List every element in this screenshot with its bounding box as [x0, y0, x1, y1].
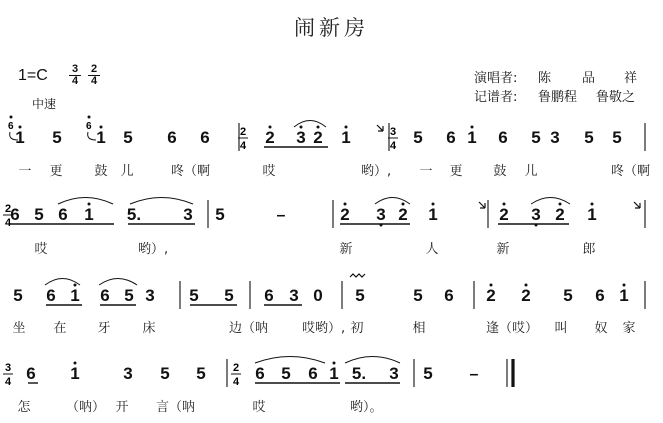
- note: 1: [84, 205, 94, 224]
- note: 3: [289, 286, 299, 305]
- note: 5: [13, 286, 23, 305]
- octave-dot-high: [623, 284, 626, 287]
- lyric: 床: [142, 321, 156, 336]
- grace-note: 6: [8, 121, 14, 132]
- lyric: 言（呐: [156, 400, 196, 415]
- time-signature-den: 4: [239, 140, 247, 152]
- note: 2: [521, 286, 531, 305]
- note: 5: [160, 364, 170, 383]
- note: 6: [46, 286, 56, 305]
- glide-arrow: [377, 125, 383, 131]
- lyric: 哎: [34, 242, 48, 257]
- note: 3: [389, 364, 399, 383]
- note: 5: [52, 128, 62, 147]
- note: 5: [215, 205, 225, 224]
- note: 3: [550, 128, 560, 147]
- note: 2: [398, 205, 408, 224]
- note: 6: [200, 128, 210, 147]
- credit-name: 祥: [624, 71, 638, 86]
- time-signature-den: 4: [4, 217, 12, 229]
- grace-note-slur: [88, 132, 96, 140]
- note: 1: [619, 286, 629, 305]
- note: 6: [10, 205, 20, 224]
- credit-role: 记谱者:: [474, 90, 518, 105]
- octave-dot-high: [300, 126, 303, 129]
- note: 5: [584, 128, 594, 147]
- note: 6: [444, 286, 454, 305]
- lyric: 牙: [97, 321, 111, 336]
- note: 3: [376, 205, 386, 224]
- note: 1: [70, 364, 80, 383]
- time-signature-den: 4: [4, 376, 12, 388]
- lyric: 叫: [554, 321, 568, 336]
- octave-dot-high: [471, 126, 474, 129]
- note: 2: [340, 205, 350, 224]
- lyric: 哟）,: [138, 242, 169, 257]
- lyric: 郎: [582, 242, 596, 257]
- credit-role: 演唱者:: [474, 71, 518, 86]
- note: 1: [70, 286, 80, 305]
- note: 6: [26, 364, 36, 383]
- lyric: 咚（啊: [171, 164, 211, 179]
- note: 1: [329, 364, 339, 383]
- time-signature-num: 2: [239, 126, 247, 138]
- note: 1: [467, 128, 477, 147]
- lyric: 相: [412, 321, 426, 336]
- lyric: 在: [53, 321, 67, 336]
- note: 6: [100, 286, 110, 305]
- octave-dot-high: [269, 126, 272, 129]
- note: 0: [313, 286, 323, 305]
- slur: [58, 198, 113, 205]
- note: 5: [189, 286, 199, 305]
- slur: [531, 198, 570, 205]
- octave-dot-high: [333, 362, 336, 365]
- octave-dot-high: [88, 203, 91, 206]
- octave-dot-high: [88, 116, 91, 119]
- lyric: 逢（哎）: [486, 321, 539, 336]
- slur: [294, 121, 326, 128]
- key-signature: 1=C: [18, 67, 48, 84]
- lyric: 鼓: [493, 164, 507, 179]
- note: 1: [96, 128, 106, 147]
- note: 3: [145, 286, 155, 305]
- note: 5: [355, 286, 365, 305]
- note: 5: [123, 128, 133, 147]
- lyric: 家: [622, 321, 636, 336]
- credit-name: 品: [582, 71, 596, 86]
- note: 6: [446, 128, 456, 147]
- sustain-dash: –: [276, 207, 286, 224]
- lyric: 一: [419, 164, 433, 179]
- note: 2: [555, 205, 565, 224]
- sustain-dash: –: [469, 366, 479, 383]
- lyric: 咚（啊: [611, 164, 651, 179]
- time-signature-den: 4: [389, 140, 397, 152]
- note: 6: [167, 128, 177, 147]
- note: 5.: [351, 364, 367, 383]
- glide-arrow: [634, 202, 640, 208]
- lyric: 哎: [252, 400, 266, 415]
- octave-dot-high: [432, 203, 435, 206]
- note: 5.: [126, 205, 142, 224]
- slur: [345, 357, 400, 364]
- lyric: 新: [339, 242, 353, 257]
- note: 5: [413, 286, 423, 305]
- note: 2: [486, 286, 496, 305]
- octave-dot-high: [591, 203, 594, 206]
- note: 3: [183, 205, 193, 224]
- tempo-marking: 中速: [32, 97, 57, 111]
- note: 1: [587, 205, 597, 224]
- note: 1: [15, 128, 25, 147]
- lyric: 更: [49, 164, 63, 179]
- octave-dot-high: [559, 203, 562, 206]
- octave-dot-high: [402, 203, 405, 206]
- lyric: 边（呐: [229, 321, 269, 336]
- lyric: 怎: [17, 400, 31, 415]
- lyric: 奴: [594, 321, 608, 336]
- note: 5: [423, 364, 433, 383]
- note: 3: [296, 128, 306, 147]
- note: 2: [499, 205, 509, 224]
- slur: [375, 198, 410, 205]
- octave-dot-high: [503, 203, 506, 206]
- lyric: 初: [350, 321, 364, 336]
- time-signature-den: 4: [232, 376, 240, 388]
- note: 6: [58, 205, 68, 224]
- lyric: 开: [115, 400, 129, 415]
- octave-dot-high: [525, 284, 528, 287]
- lyric: 人: [425, 242, 439, 257]
- time-signature-2-4: $\frac{2}{4}$: [88, 64, 100, 87]
- lyric: 坐: [12, 321, 26, 336]
- note: 5: [563, 286, 573, 305]
- time-signature-3-4: $\frac{3}{4}$: [69, 64, 81, 87]
- octave-dot-high: [74, 284, 77, 287]
- octave-dot-high: [19, 126, 22, 129]
- credit-name: 鲁敬之: [596, 90, 636, 105]
- note: 6: [308, 364, 318, 383]
- note: 5: [34, 205, 44, 224]
- credit-name: 鲁鹏程: [538, 90, 578, 105]
- song-title: 闹新房: [294, 16, 369, 40]
- time-signature-num: 3: [389, 126, 397, 138]
- lyric: 儿: [524, 164, 538, 179]
- octave-dot-high: [74, 362, 77, 365]
- octave-dot-high: [344, 203, 347, 206]
- note: 2: [313, 128, 323, 147]
- lyric: 哟）,: [361, 164, 392, 179]
- lyric: 鼓: [94, 164, 108, 179]
- lyric: 更: [449, 164, 463, 179]
- octave-dot-high: [100, 126, 103, 129]
- octave-dot-high: [317, 126, 320, 129]
- lyric: 儿: [120, 164, 134, 179]
- note: 5: [531, 128, 541, 147]
- note: 5: [196, 364, 206, 383]
- note: 2: [265, 128, 275, 147]
- lyric: （呐）: [66, 400, 106, 415]
- slur: [255, 357, 325, 364]
- note: 3: [123, 364, 133, 383]
- note: 6: [595, 286, 605, 305]
- note: 5: [281, 364, 291, 383]
- credit-name: 陈: [538, 71, 552, 86]
- octave-dot-high: [490, 284, 493, 287]
- octave-dot-high: [345, 126, 348, 129]
- trill-mark: [350, 274, 365, 277]
- slur: [99, 279, 137, 286]
- note: 5: [224, 286, 234, 305]
- lyric: 哟）。: [350, 400, 383, 415]
- lyric: 一: [18, 164, 32, 179]
- note: 6: [264, 286, 274, 305]
- grace-note: 6: [86, 121, 92, 132]
- note: 3: [531, 205, 541, 224]
- glide-arrow: [479, 202, 485, 208]
- time-signature-num: 2: [4, 203, 12, 215]
- note: 1: [341, 128, 351, 147]
- octave-dot-high: [10, 116, 13, 119]
- note: 6: [255, 364, 265, 383]
- lyric: 哎哟）,: [302, 321, 346, 336]
- note: 1: [428, 205, 438, 224]
- time-signature-num: 2: [232, 362, 240, 374]
- note: 5: [413, 128, 423, 147]
- note: 6: [498, 128, 508, 147]
- lyric: 哎: [262, 164, 276, 179]
- lyric: 新: [496, 242, 510, 257]
- slur: [130, 198, 193, 205]
- note: 5: [124, 286, 134, 305]
- time-signature-num: 3: [4, 362, 12, 374]
- note: 5: [612, 128, 622, 147]
